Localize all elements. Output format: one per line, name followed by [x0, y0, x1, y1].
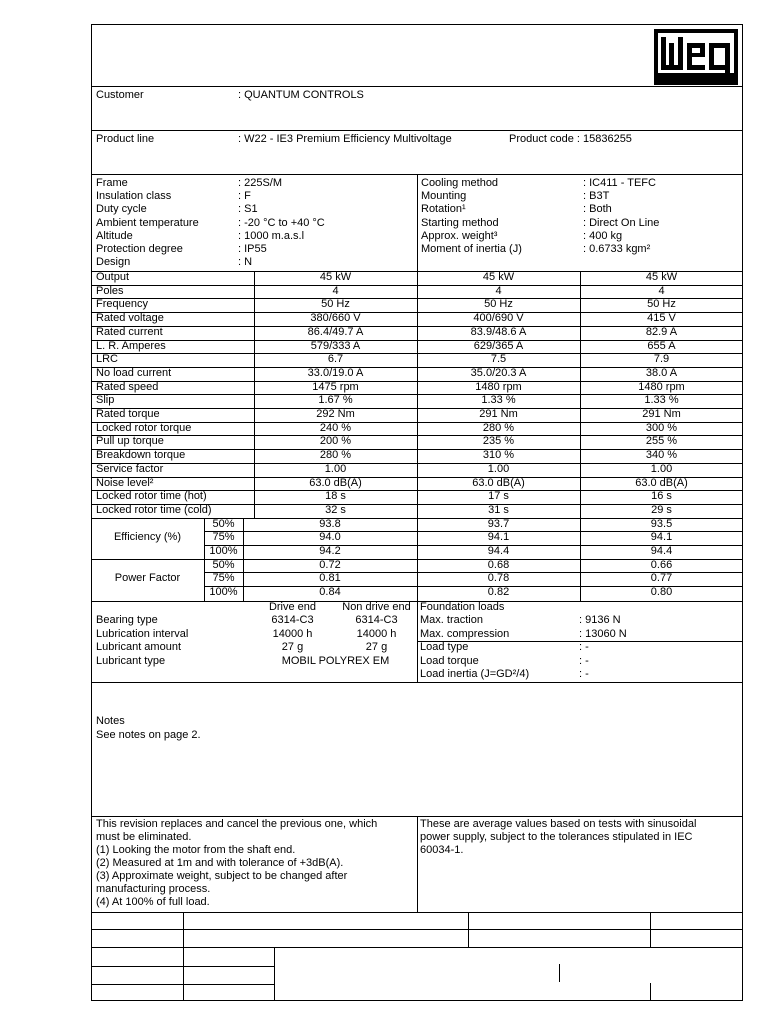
product-code: Product code : 15836255 [509, 133, 632, 145]
performance-value: 63.0 dB(A) [472, 476, 525, 489]
spec-label: Rotation¹ [421, 203, 466, 216]
spec-value: : IC411 - TEFC [583, 177, 656, 189]
group-value: 93.8 [319, 517, 341, 530]
performance-value: 655 A [647, 339, 676, 352]
performance-label: Breakdown torque [96, 449, 186, 462]
load-percent: 75% [212, 531, 235, 544]
performance-value: 50 Hz [321, 298, 350, 311]
performance-value: 291 Nm [479, 408, 518, 420]
bearing-drive-end: 14000 h [272, 627, 313, 640]
spec-label: Frame [96, 177, 128, 189]
performance-label: Service factor [96, 462, 164, 475]
spec-value: : 0.6733 kgm² [583, 243, 651, 255]
performance-value: 400/690 V [473, 312, 524, 325]
performance-value: 50 Hz [647, 298, 676, 311]
performance-label: L. R. Amperes [96, 339, 166, 352]
performance-value: 32 s [325, 503, 346, 516]
footnote-line: (1) Looking the motor from the shaft end. [96, 844, 296, 856]
bearing-label: Lubricant amount [96, 641, 181, 653]
performance-label: Frequency [96, 298, 148, 311]
spec-value: : Both [583, 203, 612, 216]
footnote-line: (4) At 100% of full load. [96, 896, 210, 908]
divider [650, 912, 651, 947]
group-value: 94.2 [319, 545, 341, 557]
bearing-drive-end: 27 g [281, 641, 304, 653]
performance-value: 7.9 [653, 353, 670, 366]
performance-label: Rated speed [96, 380, 159, 393]
group-value: 0.68 [487, 558, 510, 571]
group-value: 0.81 [319, 572, 341, 585]
spec-label: Duty cycle [96, 203, 147, 216]
performance-value: 45 kW [645, 271, 678, 283]
performance-value: 63.0 dB(A) [309, 476, 362, 489]
footnote-line: (3) Approximate weight, subject to be changed after [96, 870, 348, 882]
performance-label: LRC [96, 353, 119, 366]
power-factor-label: Power Factor [114, 572, 181, 585]
performance-value: 200 % [319, 435, 352, 448]
foundation-value: : 13060 N [579, 627, 627, 640]
performance-value: 310 % [482, 449, 515, 462]
performance-label: Rated torque [96, 408, 160, 420]
performance-value: 240 % [319, 421, 352, 434]
group-value: 0.72 [319, 558, 341, 571]
performance-label: Pull up torque [96, 435, 164, 448]
bearing-drive-end: 6314-C3 [271, 614, 314, 626]
drive-end-header: Drive end [268, 601, 317, 613]
load-label: Load torque [420, 654, 479, 667]
spec-value: : IP55 [238, 243, 267, 255]
performance-value: 29 s [651, 503, 672, 516]
footnote-line: manufacturing process. [96, 883, 211, 895]
performance-label: Locked rotor time (cold) [96, 503, 212, 516]
footnote-line: These are average values based on tests with sinusoidal [420, 818, 697, 830]
foundation-value: : 9136 N [579, 614, 621, 626]
performance-value: 38.0 A [645, 366, 678, 379]
performance-value: 18 s [325, 490, 346, 503]
performance-value: 33.0/19.0 A [307, 366, 364, 379]
lubricant-type-value: MOBIL POLYREX EM [281, 655, 390, 667]
performance-value: 35.0/20.3 A [470, 366, 527, 379]
group-value: 0.77 [650, 572, 673, 585]
spec-label: Cooling method [421, 177, 499, 189]
group-value: 94.0 [319, 531, 341, 544]
spec-label: Mounting [421, 190, 467, 203]
bearing-non-drive-end: 14000 h [356, 627, 397, 640]
divider [417, 174, 418, 271]
performance-value: 1.00 [487, 462, 510, 475]
efficiency-label: Efficiency (%) [113, 531, 182, 544]
spec-label: Moment of inertia (J) [421, 243, 522, 255]
group-value: 0.80 [650, 586, 673, 599]
product-line-value: : W22 - IE3 Premium Efficiency Multivoltage [238, 133, 452, 145]
customer-label: Customer [96, 89, 144, 101]
group-value: 94.4 [650, 545, 673, 557]
divider [650, 983, 651, 1001]
load-value: : - [579, 641, 589, 653]
performance-value: 300 % [645, 421, 678, 434]
spec-value: : B3T [583, 190, 610, 203]
performance-value: 86.4/49.7 A [307, 325, 364, 338]
performance-value: 415 V [647, 312, 676, 325]
divider [183, 912, 184, 1001]
load-label: Load type [420, 641, 469, 653]
divider [91, 682, 743, 683]
spec-value: : -20 °C to +40 °C [238, 216, 325, 229]
spec-value: : 225S/M [238, 177, 283, 189]
weg-logo [654, 29, 738, 85]
performance-value: 255 % [645, 435, 678, 448]
divider [468, 912, 469, 947]
foundation-label: Max. traction [420, 614, 483, 626]
row-divider [204, 531, 743, 532]
performance-value: 280 % [482, 421, 515, 434]
foundation-label: Max. compression [420, 627, 510, 640]
performance-label: No load current [96, 366, 172, 379]
load-percent: 100% [209, 586, 238, 599]
load-percent: 75% [212, 572, 235, 585]
performance-value: 7.5 [490, 353, 507, 366]
performance-label: Locked rotor torque [96, 421, 192, 434]
group-value: 0.66 [650, 558, 673, 571]
load-percent: 50% [212, 517, 235, 530]
divider [91, 929, 743, 930]
row-divider [204, 572, 743, 573]
load-percent: 50% [212, 558, 235, 571]
spec-label: Starting method [421, 216, 499, 229]
row-divider [204, 545, 743, 546]
divider [91, 912, 743, 913]
divider [91, 86, 743, 87]
performance-value: 1.33 % [644, 394, 679, 407]
spec-value: : Direct On Line [583, 216, 660, 229]
spec-value: : S1 [238, 203, 258, 216]
performance-value: 1.67 % [318, 394, 353, 407]
footnote-line: power supply, subject to the tolerances stipulated in IEC [420, 831, 693, 843]
performance-value: 1475 rpm [312, 380, 359, 393]
performance-value: 1480 rpm [475, 380, 522, 393]
performance-value: 1480 rpm [638, 380, 685, 393]
performance-label: Locked rotor time (hot) [96, 490, 207, 503]
performance-value: 6.7 [327, 353, 344, 366]
load-label: Load inertia (J=GD²/4) [420, 668, 530, 680]
spec-label: Ambient temperature [96, 216, 199, 229]
foundation-loads-title: Foundation loads [420, 601, 505, 613]
footnote-line: This revision replaces and cancel the previous one, which [96, 818, 378, 830]
performance-value: 45 kW [482, 271, 515, 283]
performance-label: Noise level² [96, 476, 154, 489]
performance-value: 291 Nm [642, 408, 681, 420]
spec-value: : N [238, 256, 253, 269]
row-divider [204, 586, 743, 587]
group-value: 93.5 [650, 517, 673, 530]
performance-value: 579/333 A [310, 339, 361, 352]
performance-value: 83.9/48.6 A [470, 325, 527, 338]
spec-label: Design [96, 256, 131, 269]
performance-value: 235 % [482, 435, 515, 448]
bearing-label: Lubrication interval [96, 627, 189, 640]
performance-label: Rated current [96, 325, 163, 338]
footnote-line: 60034-1. [420, 844, 464, 856]
performance-value: 1.33 % [481, 394, 516, 407]
spec-label: Protection degree [96, 243, 183, 255]
divider [559, 964, 560, 982]
performance-value: 292 Nm [316, 408, 355, 420]
performance-value: 280 % [319, 449, 352, 462]
load-value: : - [579, 668, 589, 680]
performance-value: 4 [658, 284, 665, 297]
performance-label: Slip [96, 394, 115, 407]
performance-value: 1.00 [324, 462, 347, 475]
footnote-line: (2) Measured at 1m and with tolerance of +3dB(A). [96, 857, 344, 869]
divider [91, 947, 743, 948]
customer-value: : QUANTUM CONTROLS [238, 89, 364, 101]
bearing-label: Bearing type [96, 614, 158, 626]
performance-value: 17 s [488, 490, 509, 503]
performance-label: Poles [96, 284, 124, 297]
spec-value: : 1000 m.a.s.l [238, 229, 305, 242]
load-percent: 100% [209, 545, 238, 557]
divider [274, 947, 275, 1001]
spec-label: Insulation class [96, 190, 172, 203]
performance-value: 380/660 V [310, 312, 361, 325]
group-value: 0.84 [319, 586, 341, 599]
product-line-label: Product line [96, 133, 155, 145]
group-value: 0.82 [487, 586, 510, 599]
load-value: : - [579, 654, 589, 667]
performance-label: Rated voltage [96, 312, 164, 325]
bearing-non-drive-end: 6314-C3 [355, 614, 398, 626]
performance-value: 4 [495, 284, 502, 297]
group-value: 0.78 [487, 572, 510, 585]
performance-value: 1.00 [650, 462, 673, 475]
performance-value: 45 kW [319, 271, 352, 283]
performance-value: 82.9 A [645, 325, 678, 338]
spec-value: : F [238, 190, 251, 203]
non-drive-end-header: Non drive end [342, 601, 411, 613]
notes-title: Notes [96, 715, 125, 727]
spec-label: Approx. weight³ [421, 229, 498, 242]
performance-value: 16 s [651, 490, 672, 503]
performance-label: Output [96, 271, 130, 283]
performance-value: 50 Hz [484, 298, 513, 311]
performance-value: 63.0 dB(A) [635, 476, 688, 489]
group-value: 94.1 [650, 531, 673, 544]
spec-value: : 400 kg [583, 229, 623, 242]
bearing-non-drive-end: 27 g [365, 641, 388, 653]
notes-text: See notes on page 2. [96, 729, 201, 741]
divider [417, 816, 418, 912]
footnote-line: must be eliminated. [96, 831, 192, 843]
performance-value: 340 % [645, 449, 678, 462]
lubricant-type-label: Lubricant type [96, 655, 166, 667]
group-value: 94.4 [487, 545, 510, 557]
performance-value: 4 [332, 284, 339, 297]
performance-value: 31 s [488, 503, 509, 516]
group-value: 94.1 [487, 531, 510, 544]
spec-label: Altitude [96, 229, 133, 242]
divider [91, 130, 743, 131]
performance-value: 629/365 A [473, 339, 524, 352]
group-value: 93.7 [487, 517, 510, 530]
